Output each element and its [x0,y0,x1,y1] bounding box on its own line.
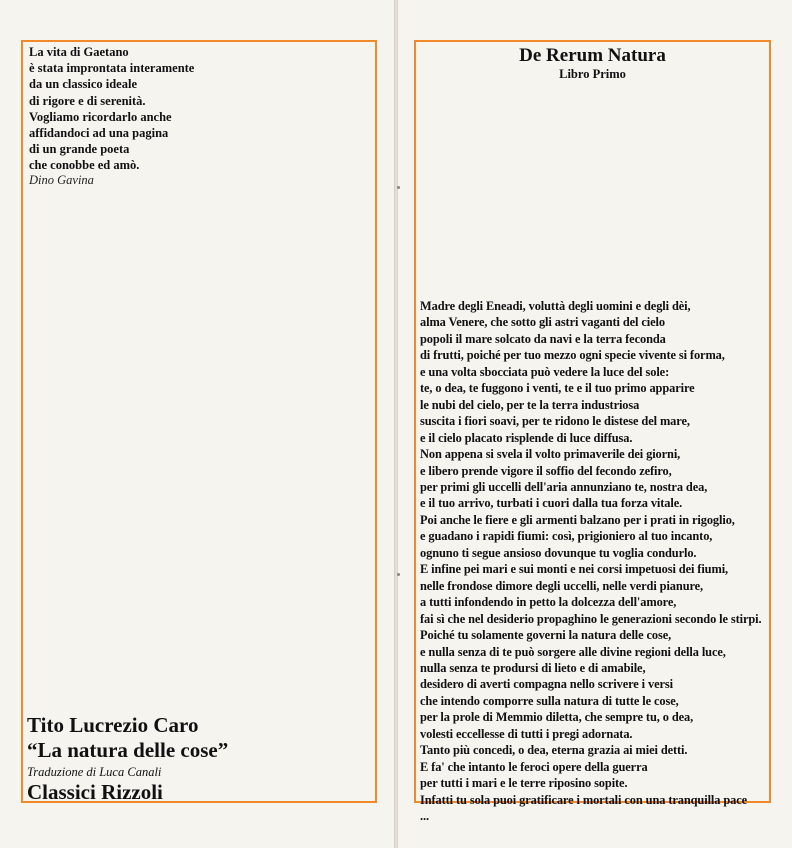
poem-line: nelle frondose dimore degli uccelli, nelle verdi pianure, [420,578,704,593]
dedication-line: affidandoci ad una pagina [29,126,169,141]
poem-line: e il tuo arrivo, turbati i cuori dalla tua forza vitale. [420,496,683,511]
poem-line: suscita i fiori soavi, per te ridono le distese del mare, [420,414,690,429]
poem-line: e nulla senza di te può sorgere alle divine regioni della luce, [420,644,726,659]
signature: Dino Gavina [29,173,94,187]
poem-line: Poi anche le fiere e gli armenti balzano per i prati in rigoglio, [420,512,735,527]
poem-line: popoli il mare solcato da navi e la terra feconda [420,331,666,346]
dedication-line: che conobbe ed amò. [29,158,140,173]
poem-line: Poiché tu solamente governi la natura delle cose, [420,628,672,643]
poem-line: alma Venere, che sotto gli astri vaganti del cielo [420,315,665,330]
dedication-line: da un classico ideale [29,77,137,92]
poem-line: e libero prende vigore il soffio del fecondo zefiro, [420,463,672,478]
poem-subtitle: Libro Primo [559,67,626,81]
poem-line: ... [420,809,429,824]
paper-mark [397,186,400,189]
author-name: Tito Lucrezio Caro [27,713,199,737]
translation-credit: Traduzione di Luca Canali [27,765,162,779]
poem-line: di frutti, poiché per tuo mezzo ogni specie vivente si forma, [420,348,725,363]
poem-line: e il cielo placato risplende di luce diffusa. [420,430,633,445]
poem-line: e guadano i rapidi fiumi: così, prigioniero al tuo incanto, [420,529,713,544]
poem-line: per primi gli uccelli dell'aria annunziano te, nostra dea, [420,479,708,494]
dedication-line: di rigore e di serenità. [29,93,146,108]
paper-mark [397,573,400,576]
publisher-name: Classici Rizzoli [27,780,163,804]
colophon [27,713,228,804]
poem-text [420,298,766,825]
dedication-line: è stata improntata interamente [29,61,195,76]
poem-line: Tanto più concedi, o dea, eterna grazia ai miei detti. [420,743,688,758]
poem-line: volesti eccellesse di tutti i pregi adornata. [420,726,633,741]
poem-line: ognuno ti segue ansioso dovunque tu voglia condurlo. [420,545,697,560]
poem-line: a tutti infondendo in petto la dolcezza dell'amore, [420,595,677,610]
poem-line: per tutti i mari e le terre riposino sopite. [420,776,628,791]
work-title: “La natura delle cose” [27,738,229,762]
page-fold [394,0,398,848]
dedication-line: di un grande poeta [29,142,130,157]
poem-title: De Rerum Natura [519,45,666,66]
poem-line: le nubi del cielo, per te la terra industriosa [420,397,640,412]
poem-line: Infatti tu sola puoi gratificare i mortali con una tranquilla pace [420,792,748,807]
poem-line: Madre degli Eneadi, voluttà degli uomini e degli dèi, [420,299,691,313]
dedication-line: Vogliamo ricordarlo anche [29,109,172,124]
poem-line: per la prole di Memmio diletta, che sempre tu, o dea, [420,710,694,725]
poem-line: E fa' che intanto le feroci opere della guerra [420,759,648,774]
dedication [29,44,194,174]
poem-line: desidero di averti compagna nello scrivere i versi [420,677,673,692]
poem-line: che intendo comporre sulla natura di tutte le cose, [420,693,679,708]
poem-line: e una volta sbocciata può vedere la luce del sole: [420,364,670,379]
poem-line: nulla senza te prodursi di lieto e di amabile, [420,660,646,675]
poem-line: te, o dea, te fuggono i venti, te e il tuo primo apparire [420,381,695,396]
poem-line: Non appena si svela il volto primaverile dei giorni, [420,447,681,462]
dedication-line: La vita di Gaetano [29,45,129,59]
poem-line: fai sì che nel desiderio propaghino le generazioni secondo le stirpi. [420,611,762,626]
poem-line: E infine pei mari e sui monti e nei corsi impetuosi dei fiumi, [420,562,729,577]
